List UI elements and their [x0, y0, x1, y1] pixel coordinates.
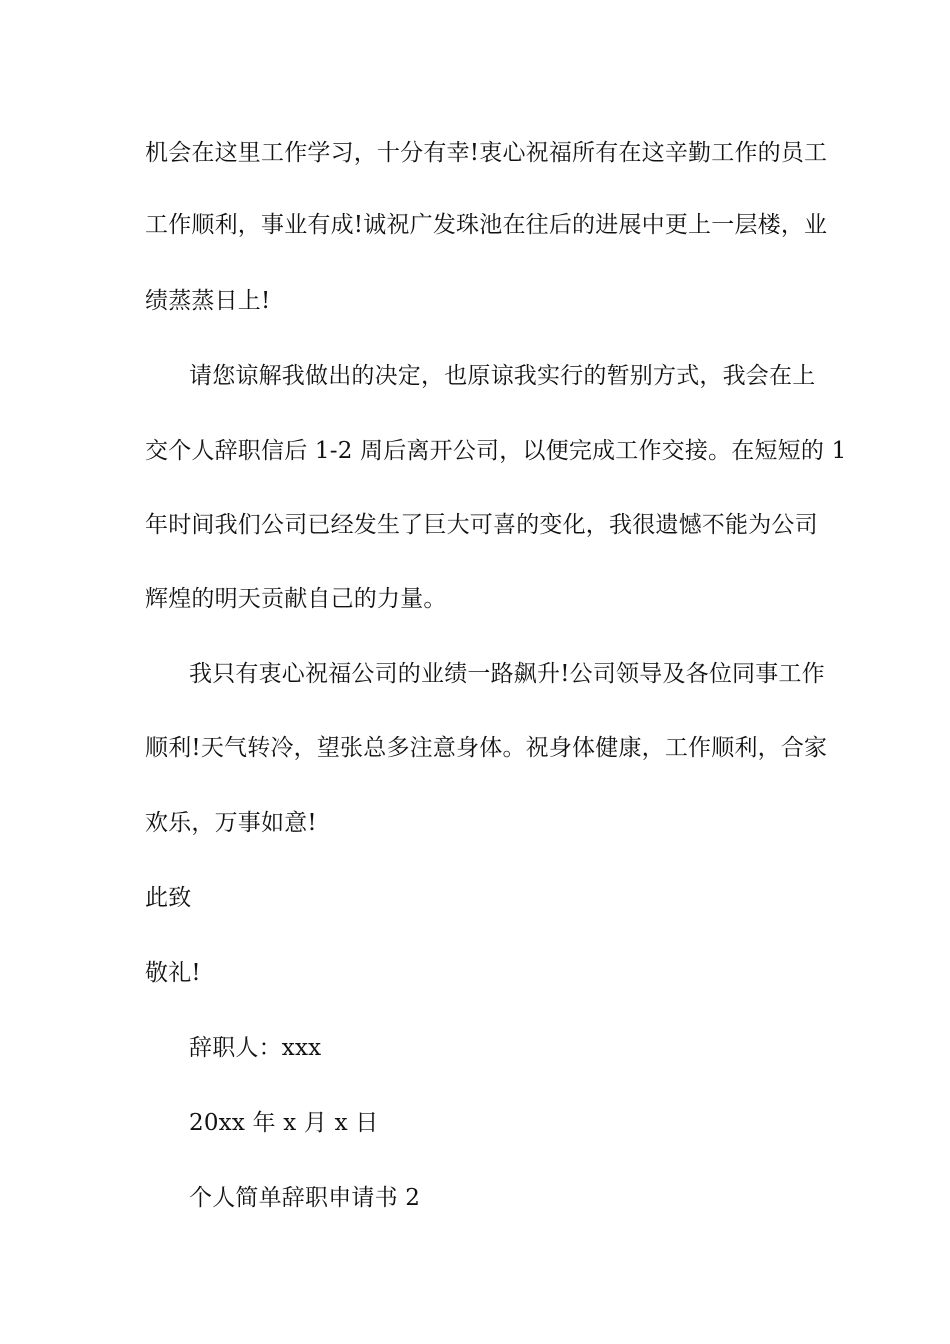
closing-jingli: 敬礼!	[145, 960, 201, 986]
paragraph-2-line-4: 辉煌的明天贡献自己的力量。	[145, 586, 447, 612]
closing-cizhi: 此致	[145, 885, 192, 911]
next-section-title: 个人简单辞职申请书 2	[189, 1185, 421, 1211]
paragraph-3-line-2: 顺利!天气转冷，望张总多注意身体。祝身体健康，工作顺利，合家	[145, 735, 828, 761]
paragraph-1-line-2: 工作顺利，事业有成!诚祝广发珠池在往后的进展中更上一层楼，业	[145, 212, 828, 238]
paragraph-2-line-1: 请您谅解我做出的决定，也原谅我实行的暂别方式，我会在上	[189, 363, 816, 389]
paragraph-2-line-3: 年时间我们公司已经发生了巨大可喜的变化，我很遗憾不能为公司	[145, 512, 818, 538]
signature-signer: 辞职人：xxx	[189, 1035, 322, 1061]
paragraph-3-line-3: 欢乐，万事如意!	[145, 810, 317, 836]
paragraph-1-line-3: 绩蒸蒸日上!	[145, 288, 271, 314]
signature-date: 20xx 年 x 月 x 日	[189, 1110, 379, 1136]
paragraph-3-line-1: 我只有衷心祝福公司的业绩一路飙升!公司领导及各位同事工作	[189, 661, 825, 687]
paragraph-2-line-2: 交个人辞职信后 1-2 周后离开公司，以便完成工作交接。在短短的 1	[145, 438, 847, 464]
paragraph-1-line-1: 机会在这里工作学习，十分有幸!衷心祝福所有在这辛勤工作的员工	[145, 140, 828, 166]
